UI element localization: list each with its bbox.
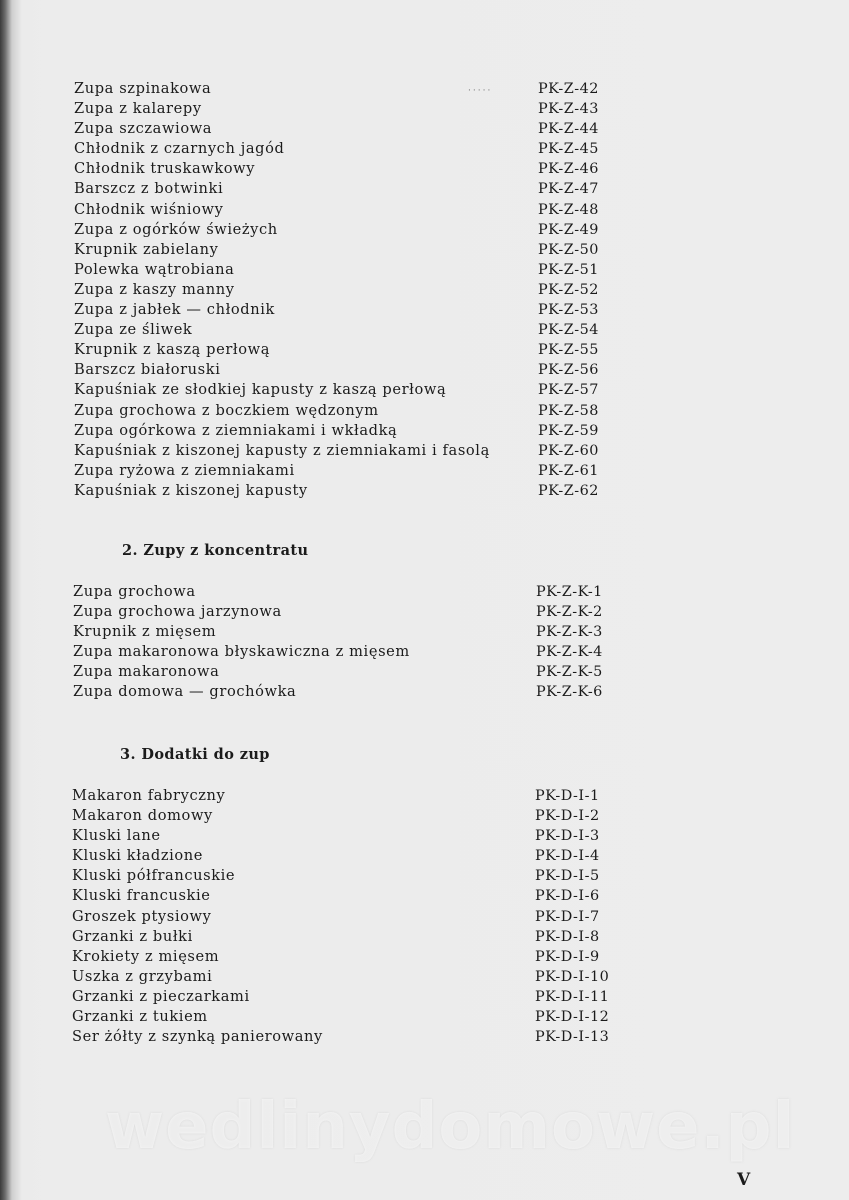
recipe-name: Grzanki z pieczarkami bbox=[72, 987, 250, 1005]
recipe-row bbox=[0, 947, 849, 967]
recipe-name: Krupnik z mięsem bbox=[73, 623, 217, 641]
recipe-code: PK-Z-62 bbox=[538, 482, 599, 499]
recipe-code: PK-Z-44 bbox=[538, 121, 599, 138]
recipe-code: PK-Z-K-4 bbox=[536, 644, 603, 661]
recipe-name: Zupa ryżowa z ziemniakami bbox=[74, 461, 295, 479]
recipe-name: Ser żółty z szynką panierowany bbox=[72, 1028, 323, 1046]
recipe-row bbox=[0, 99, 849, 119]
recipe-code: PK-Z-48 bbox=[538, 201, 599, 218]
recipe-name: Makaron domowy bbox=[72, 807, 213, 825]
recipe-name: Zupa szpinakowa bbox=[74, 80, 212, 97]
recipe-code: PK-D-I-9 bbox=[535, 948, 600, 965]
recipe-name: Zupa grochowa jarzynowa bbox=[73, 603, 282, 621]
recipe-code: PK-Z-59 bbox=[538, 422, 599, 439]
recipe-code: PK-D-I-2 bbox=[535, 808, 600, 825]
recipe-row bbox=[0, 401, 849, 421]
recipe-row bbox=[0, 79, 849, 99]
recipe-row bbox=[0, 682, 849, 702]
recipe-name: Uszka z grzybami bbox=[72, 967, 213, 985]
recipe-row bbox=[0, 927, 849, 947]
recipe-row bbox=[0, 179, 849, 199]
recipe-row bbox=[0, 421, 849, 441]
recipe-code: PK-Z-49 bbox=[538, 221, 599, 238]
section-heading-concentrate-soups: 2. Zupy z koncentratu bbox=[122, 542, 309, 559]
recipe-name: Makaron fabryczny bbox=[72, 787, 226, 804]
recipe-name: Zupa ze śliwek bbox=[74, 321, 193, 339]
recipe-name: Barszcz białoruski bbox=[74, 361, 221, 379]
recipe-row bbox=[0, 139, 849, 159]
recipe-code: PK-Z-K-5 bbox=[536, 664, 603, 681]
recipe-code: PK-Z-K-3 bbox=[536, 624, 603, 641]
recipe-code: PK-Z-60 bbox=[538, 442, 599, 459]
recipe-row bbox=[0, 200, 849, 220]
recipe-name: Krupnik z kaszą perłową bbox=[74, 341, 271, 359]
recipe-row bbox=[0, 967, 849, 987]
recipe-row bbox=[0, 220, 849, 240]
recipe-name: Zupa grochowa bbox=[73, 583, 196, 600]
recipe-row bbox=[0, 1027, 849, 1047]
recipe-name: Zupa domowa — grochówka bbox=[73, 683, 297, 701]
recipe-code: PK-Z-K-6 bbox=[536, 684, 603, 701]
recipe-name: Kapuśniak z kiszonej kapusty bbox=[74, 481, 308, 499]
recipe-code: PK-Z-42 bbox=[538, 81, 599, 97]
recipe-name: Krupnik zabielany bbox=[74, 240, 219, 258]
recipe-row bbox=[0, 1007, 849, 1027]
recipe-list-concentrate-soups bbox=[0, 582, 849, 703]
recipe-row bbox=[0, 866, 849, 886]
recipe-row bbox=[0, 320, 849, 340]
recipe-row bbox=[0, 786, 849, 806]
recipe-name: Kapuśniak z kiszonej kapusty z ziemniakami i fasolą bbox=[74, 441, 490, 459]
recipe-name: Barszcz z botwinki bbox=[74, 180, 224, 198]
recipe-code: PK-Z-61 bbox=[538, 462, 599, 479]
recipe-row bbox=[0, 602, 849, 622]
recipe-row bbox=[0, 300, 849, 320]
recipe-name: Grzanki z bułki bbox=[72, 927, 193, 945]
recipe-code: PK-D-I-12 bbox=[535, 1009, 610, 1026]
recipe-name: Zupa ogórkowa z ziemniakami i wkładką bbox=[74, 421, 398, 439]
recipe-list-soups bbox=[0, 79, 849, 501]
print-specks: ····· bbox=[468, 86, 493, 96]
recipe-name: Chłodnik z czarnych jagód bbox=[74, 140, 285, 158]
recipe-row bbox=[0, 280, 849, 300]
recipe-row bbox=[0, 360, 849, 380]
recipe-row bbox=[0, 340, 849, 360]
recipe-row bbox=[0, 240, 849, 260]
recipe-name: Zupa makaronowa błyskawiczna z mięsem bbox=[73, 643, 410, 661]
recipe-name: Kluski kładzione bbox=[72, 847, 204, 865]
recipe-code: PK-Z-56 bbox=[538, 362, 599, 379]
recipe-code: PK-Z-58 bbox=[538, 402, 599, 419]
recipe-row bbox=[0, 380, 849, 400]
recipe-code: PK-D-I-10 bbox=[535, 968, 610, 985]
recipe-row bbox=[0, 481, 849, 501]
recipe-name: Kluski francuskie bbox=[72, 887, 211, 905]
recipe-name: Kapuśniak ze słodkiej kapusty z kaszą perłową bbox=[74, 381, 447, 399]
recipe-name: Chłodnik truskawkowy bbox=[74, 160, 256, 178]
recipe-code: PK-D-I-7 bbox=[535, 908, 600, 925]
recipe-row bbox=[0, 846, 849, 866]
recipe-code: PK-D-I-13 bbox=[535, 1029, 610, 1046]
recipe-name: Polewka wątrobiana bbox=[74, 260, 235, 278]
recipe-code: PK-Z-45 bbox=[538, 141, 599, 158]
recipe-row bbox=[0, 622, 849, 642]
recipe-code: PK-D-I-1 bbox=[535, 788, 600, 804]
recipe-row bbox=[0, 441, 849, 461]
recipe-code: PK-Z-52 bbox=[538, 281, 599, 298]
recipe-code: PK-Z-57 bbox=[538, 382, 599, 399]
recipe-name: Kluski lane bbox=[72, 827, 161, 845]
recipe-code: PK-D-I-4 bbox=[535, 848, 600, 865]
recipe-row bbox=[0, 987, 849, 1007]
recipe-code: PK-Z-54 bbox=[538, 322, 599, 339]
recipe-row bbox=[0, 886, 849, 906]
recipe-code: PK-D-I-5 bbox=[535, 868, 600, 885]
recipe-row bbox=[0, 642, 849, 662]
recipe-code: PK-Z-K-1 bbox=[536, 584, 603, 600]
recipe-name: Zupa z jabłek — chłodnik bbox=[74, 301, 275, 319]
page-number: V bbox=[737, 1170, 751, 1190]
recipe-name: Zupa szczawiowa bbox=[74, 120, 213, 138]
recipe-name: Zupa makaronowa bbox=[73, 663, 220, 681]
recipe-name: Zupa z kaszy manny bbox=[74, 280, 235, 298]
recipe-code: PK-Z-K-2 bbox=[536, 604, 603, 621]
recipe-list-soup-additions bbox=[0, 786, 849, 1047]
recipe-row bbox=[0, 826, 849, 846]
recipe-name: Grzanki z tukiem bbox=[72, 1008, 208, 1026]
recipe-name: Zupa z kalarepy bbox=[74, 100, 202, 118]
recipe-row bbox=[0, 662, 849, 682]
recipe-row bbox=[0, 806, 849, 826]
section-heading-soup-additions: 3. Dodatki do zup bbox=[120, 746, 270, 763]
recipe-name: Groszek ptysiowy bbox=[72, 907, 212, 925]
recipe-name: Zupa grochowa z boczkiem wędzonym bbox=[74, 401, 379, 419]
recipe-row bbox=[0, 461, 849, 481]
recipe-code: PK-Z-55 bbox=[538, 342, 599, 359]
recipe-code: PK-Z-46 bbox=[538, 161, 599, 178]
recipe-code: PK-Z-47 bbox=[538, 181, 599, 198]
recipe-row bbox=[0, 119, 849, 139]
recipe-name: Zupa z ogórków świeżych bbox=[74, 220, 278, 238]
recipe-code: PK-Z-50 bbox=[538, 241, 599, 258]
recipe-code: PK-D-I-11 bbox=[535, 988, 610, 1005]
recipe-name: Krokiety z mięsem bbox=[72, 947, 220, 965]
recipe-row bbox=[0, 907, 849, 927]
recipe-row bbox=[0, 582, 849, 602]
recipe-code: PK-Z-43 bbox=[538, 101, 599, 118]
watermark: wedlinydomowe.pl bbox=[105, 1090, 796, 1164]
recipe-row bbox=[0, 260, 849, 280]
recipe-code: PK-Z-51 bbox=[538, 261, 599, 278]
recipe-code: PK-D-I-8 bbox=[535, 928, 600, 945]
recipe-name: Kluski półfrancuskie bbox=[72, 867, 236, 885]
recipe-name: Chłodnik wiśniowy bbox=[74, 200, 224, 218]
recipe-code: PK-Z-53 bbox=[538, 302, 599, 319]
recipe-row bbox=[0, 159, 849, 179]
recipe-code: PK-D-I-6 bbox=[535, 888, 600, 905]
recipe-code: PK-D-I-3 bbox=[535, 828, 600, 845]
